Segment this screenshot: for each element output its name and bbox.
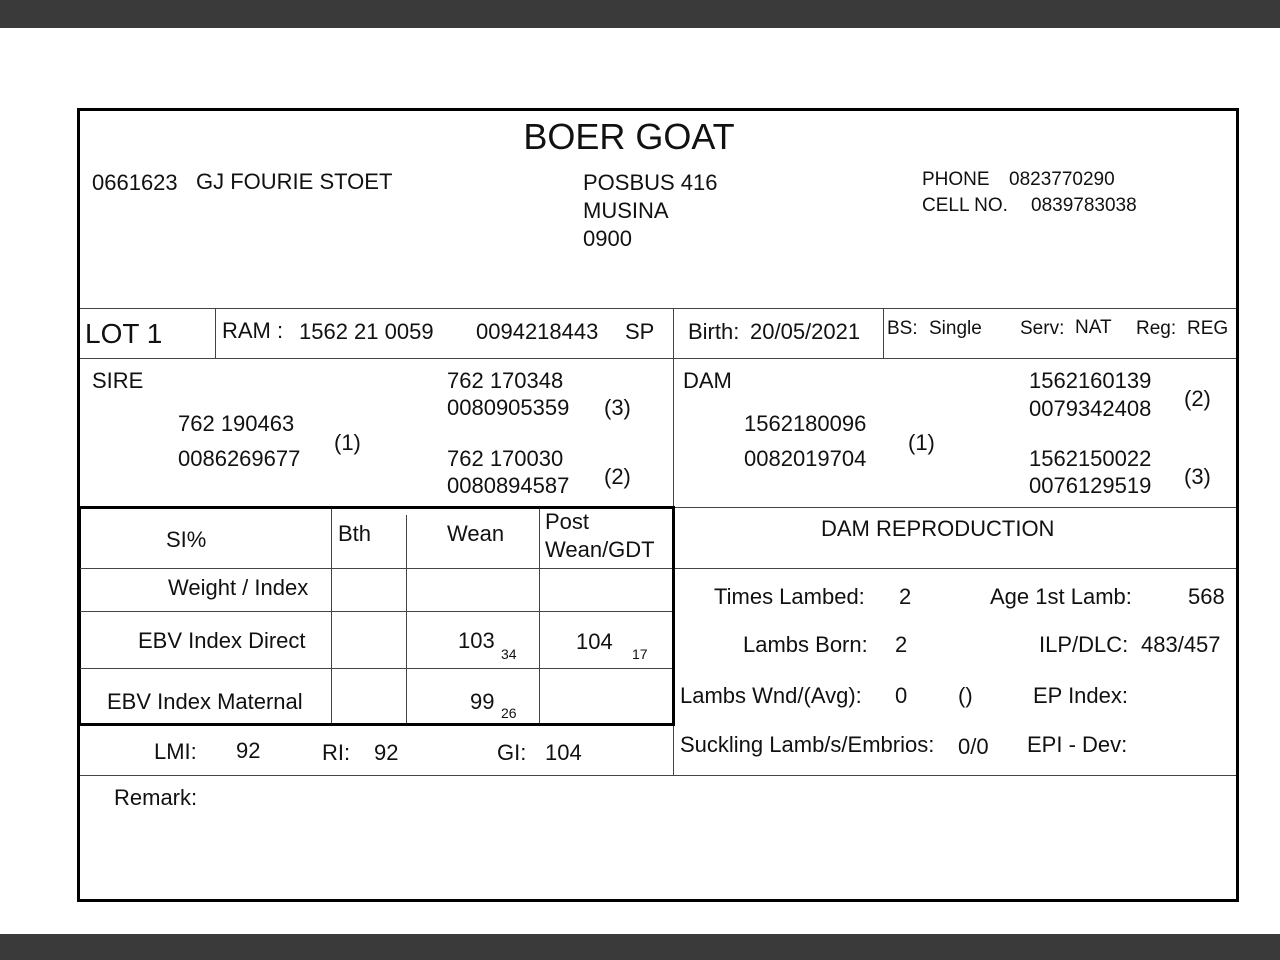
birth-label: Birth: (688, 319, 740, 344)
card-title: BOER GOAT (523, 116, 735, 157)
gi-label: GI: (497, 740, 527, 765)
suckling-value: 0/0 (958, 734, 989, 759)
bottom-bar (0, 934, 1280, 960)
dam-sire-id: 1562160139 (1029, 368, 1152, 393)
lambs-weaned-value: 0 (895, 683, 908, 708)
dam-sire-mark: (2) (1184, 386, 1211, 411)
age-first-lamb-value: 568 (1188, 584, 1225, 609)
cell-number: 0839783038 (1031, 195, 1137, 216)
dam-reproduction-title: DAM REPRODUCTION (821, 516, 1055, 541)
dam-mark: (1) (908, 430, 935, 455)
serv-value: NAT (1075, 317, 1112, 338)
times-lambed-value: 2 (899, 584, 912, 609)
col-wean: Wean (447, 521, 505, 546)
reg-value: REG (1187, 318, 1229, 339)
birth-date: 20/05/2021 (750, 319, 861, 344)
bs-label: BS: (887, 318, 918, 339)
dam-id: 1562180096 (744, 411, 867, 436)
sire-dam-mark: (2) (604, 464, 631, 489)
bs-value: Single (929, 318, 982, 339)
direct-wean-value: 103 (458, 628, 495, 653)
lambs-born-value: 2 (895, 632, 908, 657)
sire-reg: 0086269677 (178, 446, 301, 471)
epi-dev-label: EPI - Dev: (1027, 732, 1128, 757)
col-si: SI% (166, 527, 207, 552)
col-bth: Bth (338, 521, 372, 546)
lambs-born-label: Lambs Born: (743, 632, 868, 657)
maternal-wean-subscript: 26 (501, 705, 517, 721)
age-first-lamb-label: Age 1st Lamb: (990, 584, 1132, 609)
ilp-dlc-label: ILP/DLC: (1039, 632, 1129, 657)
row-ebv-direct: EBV Index Direct (138, 628, 306, 653)
direct-post-value: 104 (576, 629, 613, 654)
ilp-dlc-value: 483/457 (1141, 632, 1221, 657)
sire-sire-reg: 0080905359 (447, 395, 570, 420)
ram-reg: 0094218443 (476, 319, 599, 344)
lot-label: LOT 1 (85, 318, 163, 349)
breeder-code: 0661623 (92, 170, 178, 195)
lambs-weaned-label: Lambs Wnd/(Avg): (680, 683, 862, 708)
sire-mark: (1) (334, 430, 361, 455)
sire-dam-reg: 0080894587 (447, 473, 570, 498)
dam-reg: 0082019704 (744, 446, 867, 471)
direct-post-subscript: 17 (632, 646, 648, 662)
suckling-label: Suckling Lamb/s/Embrios: (680, 732, 935, 757)
lambs-weaned-avg: () (958, 683, 973, 708)
sire-label: SIRE (92, 368, 144, 393)
col-post-line-1: Post (545, 509, 590, 534)
lmi-value: 92 (236, 738, 261, 763)
phone-number: 0823770290 (1009, 169, 1115, 190)
ram-id: 1562 21 0059 (299, 319, 434, 344)
ram-sp: SP (625, 319, 655, 344)
top-bar (0, 0, 1280, 28)
cell-label: CELL NO. (922, 195, 1008, 216)
col-post-line-2: Wean/GDT (545, 537, 655, 562)
sire-id: 762 190463 (178, 411, 295, 436)
dam-dam-reg: 0076129519 (1029, 473, 1152, 498)
gi-value: 104 (545, 740, 582, 765)
dam-dam-id: 1562150022 (1029, 446, 1152, 471)
dam-sire-reg: 0079342408 (1029, 396, 1152, 421)
times-lambed-label: Times Lambed: (714, 584, 865, 609)
dam-label: DAM (683, 368, 732, 393)
remark-label: Remark: (114, 785, 198, 810)
dam-dam-mark: (3) (1184, 464, 1211, 489)
reg-label: Reg: (1136, 318, 1177, 339)
sire-sire-id: 762 170348 (447, 368, 564, 393)
ri-value: 92 (374, 740, 399, 765)
ri-label: RI: (322, 740, 351, 765)
sire-sire-mark: (3) (604, 395, 631, 420)
serv-label: Serv: (1020, 318, 1065, 339)
lmi-label: LMI: (154, 739, 197, 764)
maternal-wean-value: 99 (470, 689, 495, 714)
phone-label: PHONE (922, 169, 990, 190)
address-line-1: POSBUS 416 (583, 170, 718, 195)
ram-label: RAM : (222, 318, 284, 343)
direct-wean-subscript: 34 (501, 646, 517, 662)
address-line-3: 0900 (583, 226, 632, 251)
sire-dam-id: 762 170030 (447, 446, 564, 471)
ep-index-label: EP Index: (1033, 683, 1128, 708)
row-ebv-maternal: EBV Index Maternal (107, 689, 303, 714)
address-line-2: MUSINA (583, 198, 669, 223)
row-weight-index: Weight / Index (168, 575, 309, 600)
breeder-name: GJ FOURIE STOET (196, 169, 393, 194)
